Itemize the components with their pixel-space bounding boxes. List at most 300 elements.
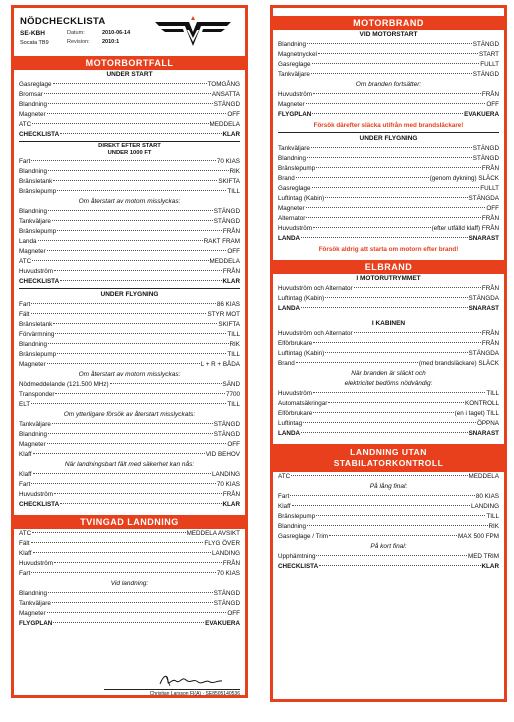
checklist-row <box>19 440 240 450</box>
dot-leader <box>319 565 480 566</box>
checklist-item-action: (genom dykning) SLÄCK <box>429 175 499 182</box>
subsection-subtitle: UNDER 1000 FT <box>107 150 152 156</box>
dot-leader <box>313 412 453 413</box>
checklist-row <box>19 90 240 100</box>
dot-leader <box>316 555 467 556</box>
checklist-row <box>19 177 240 187</box>
checklist-row <box>278 389 499 399</box>
dot-leader <box>31 313 207 314</box>
checklist-group <box>19 157 240 197</box>
checklist-row <box>19 480 240 490</box>
dot-leader <box>53 323 217 324</box>
dot-leader <box>296 362 418 363</box>
dot-leader <box>296 177 429 178</box>
dot-leader <box>48 210 213 211</box>
checklist-item-label: Automatsäkringar <box>278 400 328 407</box>
aircraft-registration: SE-KBH <box>20 30 45 37</box>
checklist-row <box>278 204 499 214</box>
checklist-row <box>19 430 240 440</box>
dot-leader <box>57 190 226 191</box>
section-header-landning-utan-stabilatorkontroll <box>273 444 504 472</box>
divider <box>278 132 499 133</box>
checklist-row <box>19 390 240 400</box>
checklist-group <box>19 207 240 287</box>
checklist-item-action: TILL <box>227 401 240 408</box>
checklist-row <box>19 120 240 130</box>
dot-leader <box>60 133 221 134</box>
right-checklist-page <box>270 5 507 702</box>
checklist-row <box>19 340 240 350</box>
checklist-item-action: KLAR <box>222 501 240 508</box>
dot-leader <box>31 572 216 573</box>
subsection-title: UNDER START <box>106 71 153 78</box>
signature-icon <box>156 672 226 688</box>
checklist-row <box>278 100 499 110</box>
dot-leader <box>53 83 207 84</box>
dot-leader <box>48 592 213 593</box>
section-header-tvingad-landning: TVINGAD LANDNING <box>14 515 245 529</box>
checklist-item-label: Tankväljare <box>278 71 310 78</box>
dot-leader <box>292 505 471 506</box>
date-value: 2010-06-14 <box>102 30 131 36</box>
checklist-item-action: 86 KIAS <box>216 301 240 308</box>
checklist-item-action: FRÅN <box>222 268 240 275</box>
checklist-item-action: STÄNGD <box>472 155 499 162</box>
checklist-item-label: Bränslepump <box>19 188 57 195</box>
checklist-item-action: STÄNGD <box>213 218 240 225</box>
checklist-item-label: Luftintag (Kabin) <box>278 295 325 302</box>
checklist-note: elektricitet bedöms nödvändig: <box>344 380 433 387</box>
checklist-item-label: Tankväljare <box>19 421 51 428</box>
checklist-item-action: KLAR <box>222 278 240 285</box>
checklist-item-action: STÄNGDA <box>468 295 499 302</box>
dot-leader <box>57 230 222 231</box>
checklist-item-label: Elförbrukare <box>278 340 313 347</box>
checklist-item-action: STÄNGD <box>472 145 499 152</box>
checklist-group <box>278 90 499 120</box>
checklist-row <box>19 599 240 609</box>
checklist-row <box>278 349 499 359</box>
checklist-item-label: Fält <box>19 540 30 547</box>
checklist-item-action: MAX 500 FPM <box>458 533 499 540</box>
dot-leader <box>57 353 226 354</box>
checklist-row <box>19 500 240 510</box>
checklist-item-label: Huvudström <box>278 225 312 232</box>
checklist-row <box>19 237 240 247</box>
subsection-title: UNDER FLYGNING <box>100 291 159 298</box>
checklist-row <box>278 214 499 224</box>
checklist-item-action: MEDDELA AVSIKT <box>186 530 240 537</box>
dot-leader <box>329 535 457 536</box>
dot-leader <box>354 332 481 333</box>
checklist-group <box>19 380 240 410</box>
checklist-item-action: SÄND <box>222 381 240 388</box>
checklist-row <box>19 589 240 599</box>
checklist-row <box>19 539 240 549</box>
checklist-row <box>19 217 240 227</box>
checklist-item-label: Bromsar <box>19 91 43 98</box>
checklist-group <box>278 389 499 439</box>
checklist-row <box>278 194 499 204</box>
dot-leader <box>47 113 227 114</box>
dot-leader <box>52 220 213 221</box>
checklist-item-label: Gasreglage <box>278 61 311 68</box>
checklist-item-action: 7700 <box>225 391 240 398</box>
checklist-item-action: 80 KIAS <box>475 493 499 500</box>
checklist-item-action: STÄNGD <box>213 600 240 607</box>
signature-line <box>104 689 240 690</box>
dot-leader <box>44 93 211 94</box>
checklist-item-action: TILL <box>227 188 240 195</box>
checklist-row <box>278 419 499 429</box>
dot-leader <box>32 260 208 261</box>
checklist-item-label: Blandning <box>19 208 48 215</box>
checklist-note: Om ytterligare försök av återstart misslyckats: <box>63 411 196 418</box>
dot-leader <box>313 342 481 343</box>
warning-note: Försök därefter släcka utifrån med brandsläckare! <box>313 122 464 129</box>
checklist-item-label: Klaff <box>19 471 32 478</box>
checklist-item-action: OFF <box>227 610 240 617</box>
checklist-item-label: Gasreglage <box>19 81 52 88</box>
dot-leader <box>318 53 478 54</box>
checklist-row <box>19 569 240 579</box>
checklist-group <box>19 589 240 629</box>
checklist-row <box>19 130 240 140</box>
checklist-item-label: Landa <box>19 238 37 245</box>
checklist-item-label: ATC <box>19 530 32 537</box>
checklist-item-label: CHECKLISTA <box>19 501 60 508</box>
checklist-note: På lång final: <box>369 483 408 490</box>
checklist-item-label: Transponder <box>19 391 55 398</box>
checklist-row <box>278 522 499 532</box>
checklist-item-action: 70 KIAS <box>216 158 240 165</box>
checklist-item-action: KLAR <box>481 563 499 570</box>
page-title: NÖDCHECKLISTA <box>20 16 106 27</box>
checklist-item-action: TILL <box>486 513 499 520</box>
dot-leader <box>354 287 481 288</box>
checklist-row <box>278 399 499 409</box>
checklist-note: Om återstart av motorn misslyckas: <box>78 198 181 205</box>
checklist-item-label: Magneter <box>19 610 46 617</box>
checklist-item-action: SNARAST <box>468 305 499 312</box>
left-checklist-page <box>11 5 248 698</box>
subsection-title: DIREKT EFTER START <box>98 143 161 149</box>
checklist-row <box>19 110 240 120</box>
dot-leader <box>307 525 487 526</box>
checklist-group <box>19 420 240 460</box>
checklist-item-action: (med brandsläckare) SLÄCK <box>418 360 499 367</box>
checklist-item-action: LANDING <box>471 503 499 510</box>
checklist-item-label: Magnetnyckel <box>278 51 317 58</box>
checklist-item-label: Huvudström <box>19 268 53 275</box>
checklist-row <box>278 224 499 234</box>
checklist-row <box>278 409 499 419</box>
dot-leader <box>301 237 468 238</box>
dot-leader <box>54 493 222 494</box>
checklist-group <box>278 552 499 572</box>
dot-leader <box>48 343 228 344</box>
dot-leader <box>31 303 216 304</box>
checklist-item-label: Fart <box>19 301 31 308</box>
checklist-item-action: RIK <box>229 168 240 175</box>
checklist-item-label: Magneter <box>19 111 46 118</box>
checklist-item-action: OFF <box>227 441 240 448</box>
checklist-item-label: Luftintag <box>278 420 303 427</box>
checklist-item-label: Förvärmning <box>19 331 55 338</box>
checklist-item-action: SKIFTA <box>218 321 240 328</box>
checklist-group <box>19 470 240 510</box>
checklist-note: När branden är släckt och <box>351 370 426 377</box>
dot-leader <box>33 453 205 454</box>
checklist-row <box>278 40 499 50</box>
checklist-item-label: ELT <box>19 401 31 408</box>
checklist-item-label: Blandning <box>278 523 307 530</box>
section-title-line-1: LANDNING UTAN <box>350 447 427 457</box>
checklist-row <box>278 70 499 80</box>
dot-leader <box>313 227 431 228</box>
date-label: Datum: <box>67 30 85 36</box>
checklist-note: När landningsbart fält med säkerhet kan nås: <box>64 461 195 468</box>
checklist-row <box>19 227 240 237</box>
checklist-note: Om branden fortsätter: <box>355 81 422 88</box>
checklist-item-label: ATC <box>19 258 32 265</box>
checklist-row <box>278 184 499 194</box>
dot-leader <box>54 270 222 271</box>
checklist-item-label: Magneter <box>278 101 305 108</box>
checklist-row <box>278 359 499 369</box>
checklist-item-label: Alternator <box>278 215 306 222</box>
checklist-item-label: Huvudström <box>19 560 53 567</box>
winged-logo-icon <box>153 14 233 52</box>
checklist-item-label: Fart <box>278 493 290 500</box>
dot-leader <box>53 622 204 623</box>
checklist-item-action: FRÅN <box>481 340 499 347</box>
checklist-item-label: Klaff <box>278 503 291 510</box>
checklist-row <box>19 187 240 197</box>
dot-leader <box>47 250 227 251</box>
checklist-item-label: LANDA <box>278 235 301 242</box>
checklist-group <box>278 284 499 314</box>
dot-leader <box>48 170 228 171</box>
dot-leader <box>48 103 213 104</box>
checklist-item-label: Luftintag (Kabin) <box>278 350 325 357</box>
checklist-row <box>19 450 240 460</box>
checklist-row <box>19 549 240 559</box>
checklist-item-action: 70 KIAS <box>216 481 240 488</box>
checklist-item-label: Gasreglage / Trim <box>278 533 329 540</box>
dot-leader <box>54 562 222 563</box>
checklist-item-action: FRÅN <box>222 560 240 567</box>
checklist-item-action: SNARAST <box>468 430 499 437</box>
checklist-item-label: Magneter <box>19 248 46 255</box>
footer-author: Christian Larsson FI(A) · SE8505140536 <box>149 691 240 697</box>
checklist-row <box>19 300 240 310</box>
checklist-item-action: RAKT FRAM <box>203 238 240 245</box>
checklist-item-label: Fält <box>19 311 30 318</box>
dot-leader <box>32 532 185 533</box>
dot-leader <box>47 612 227 613</box>
checklist-row <box>19 400 240 410</box>
page-footer <box>104 672 240 696</box>
dot-leader <box>303 422 476 423</box>
dot-leader <box>32 123 208 124</box>
checklist-row <box>19 330 240 340</box>
dot-leader <box>311 147 472 148</box>
dot-leader <box>33 473 212 474</box>
checklist-row <box>278 304 499 314</box>
checklist-item-action: LANDING <box>212 471 240 478</box>
dot-leader <box>47 443 227 444</box>
dot-leader <box>47 363 200 364</box>
checklist-group <box>278 329 499 369</box>
checklist-row <box>19 207 240 217</box>
section-header-motorbortfall: MOTORBORTFALL <box>14 56 245 70</box>
dot-leader <box>291 475 467 476</box>
checklist-item-label: Bränslepump <box>278 165 316 172</box>
checklist-row <box>278 329 499 339</box>
checklist-row <box>278 164 499 174</box>
checklist-row <box>19 470 240 480</box>
checklist-row <box>278 90 499 100</box>
checklist-group <box>278 144 499 244</box>
dot-leader <box>60 503 221 504</box>
dot-leader <box>31 403 226 404</box>
checklist-item-label: Blandning <box>19 101 48 108</box>
checklist-item-action: MEDDELA <box>209 258 240 265</box>
checklist-item-label: ATC <box>19 121 32 128</box>
checklist-row <box>278 472 499 482</box>
checklist-item-action: STÄNGD <box>213 421 240 428</box>
checklist-row <box>278 50 499 60</box>
checklist-item-label: Fart <box>19 570 31 577</box>
checklist-item-label: Fart <box>19 481 31 488</box>
checklist-item-action: STÄNGDA <box>468 350 499 357</box>
checklist-item-action: FULLT <box>480 185 499 192</box>
dot-leader <box>31 160 216 161</box>
checklist-item-action: EVAKUERA <box>464 111 499 118</box>
checklist-item-label: Tankväljare <box>19 600 51 607</box>
checklist-row <box>278 562 499 572</box>
dot-leader <box>325 197 467 198</box>
checklist-row <box>278 144 499 154</box>
checklist-item-action: STÄNGD <box>213 590 240 597</box>
checklist-item-label: Fart <box>19 158 31 165</box>
checklist-item-label: Upphämtning <box>278 553 316 560</box>
checklist-row <box>278 502 499 512</box>
checklist-item-action: STÄNGD <box>472 41 499 48</box>
checklist-note: På kort final: <box>370 543 407 550</box>
warning-note: Försök aldrig att starta om motorn efter brand! <box>318 246 459 253</box>
checklist-item-label: Klaff <box>19 550 32 557</box>
checklist-item-label: Magneter <box>278 205 305 212</box>
checklist-item-action: RIK <box>229 341 240 348</box>
dot-leader <box>53 180 217 181</box>
checklist-item-label: FLYGPLAN <box>278 111 312 118</box>
dot-leader <box>31 542 204 543</box>
checklist-item-label: Blandning <box>19 168 48 175</box>
checklist-row <box>19 80 240 90</box>
checklist-item-label: Brand <box>278 360 295 367</box>
checklist-item-label: CHECKLISTA <box>278 563 319 570</box>
checklist-item-action: EVAKUERA <box>205 620 240 627</box>
checklist-row <box>19 320 240 330</box>
checklist-row <box>19 559 240 569</box>
subsection-title: UNDER FLYGNING <box>359 135 418 142</box>
checklist-row <box>19 380 240 390</box>
checklist-row <box>19 609 240 619</box>
dot-leader <box>55 333 226 334</box>
checklist-item-action: START <box>478 51 499 58</box>
checklist-row <box>19 257 240 267</box>
checklist-row <box>19 277 240 287</box>
checklist-item-action: TILL <box>486 390 499 397</box>
checklist-item-action: TOMGÅNG <box>207 81 240 88</box>
checklist-item-action: (en i taget) TILL <box>454 410 499 417</box>
dot-leader <box>307 43 472 44</box>
checklist-row <box>278 492 499 502</box>
section-header-motorbrand: MOTORBRAND <box>273 16 504 30</box>
dot-leader <box>312 187 480 188</box>
checklist-item-action: MED TRIM <box>467 553 499 560</box>
aircraft-type: Socata TB9 <box>20 40 49 46</box>
dot-leader <box>307 157 472 158</box>
checklist-item-label: Brand <box>278 175 295 182</box>
checklist-item-label: Bränslepump <box>278 513 316 520</box>
revision-value: 2010:1 <box>102 39 120 45</box>
checklist-row <box>278 294 499 304</box>
checklist-item-label: Huvudström <box>278 91 312 98</box>
checklist-item-label: Huvudström <box>278 390 312 397</box>
dot-leader <box>316 515 485 516</box>
divider <box>19 141 240 142</box>
checklist-item-action: (efter utfälld klaff) FRÅN <box>431 225 499 232</box>
dot-leader <box>312 63 480 64</box>
checklist-item-action: STÄNGD <box>472 71 499 78</box>
dot-leader <box>306 207 486 208</box>
checklist-item-action: STÄNGDA <box>468 195 499 202</box>
checklist-item-action: KONTROLL <box>465 400 499 407</box>
checklist-item-action: MEDDELA <box>468 473 499 480</box>
checklist-item-action: OFF <box>486 101 499 108</box>
checklist-item-action: 70 KIAS <box>216 570 240 577</box>
checklist-row <box>278 284 499 294</box>
checklist-note: Vid landning: <box>110 580 149 587</box>
checklist-row <box>278 110 499 120</box>
checklist-item-action: FULLT <box>480 61 499 68</box>
dot-leader <box>33 552 212 553</box>
checklist-item-action: SKIFTA <box>218 178 240 185</box>
dot-leader <box>60 280 221 281</box>
checklist-row <box>278 174 499 184</box>
checklist-row <box>278 429 499 439</box>
checklist-row <box>278 512 499 522</box>
checklist-item-label: Bränsletank <box>19 321 53 328</box>
checklist-row <box>278 60 499 70</box>
checklist-item-label: Blandning <box>19 431 48 438</box>
dot-leader <box>290 495 475 496</box>
checklist-row <box>278 552 499 562</box>
checklist-row <box>19 267 240 277</box>
checklist-item-label: Elförbrukare <box>278 410 313 417</box>
checklist-item-label: Bränslepump <box>19 351 57 358</box>
checklist-item-label: Huvudström <box>19 491 53 498</box>
subsection-title: I MOTORUTRYMMET <box>356 275 421 282</box>
dot-leader <box>312 113 463 114</box>
checklist-item-label: Klaff <box>19 451 32 458</box>
checklist-item-label: Bränslepump <box>19 228 57 235</box>
checklist-item-action: SNARAST <box>468 235 499 242</box>
dot-leader <box>311 73 472 74</box>
